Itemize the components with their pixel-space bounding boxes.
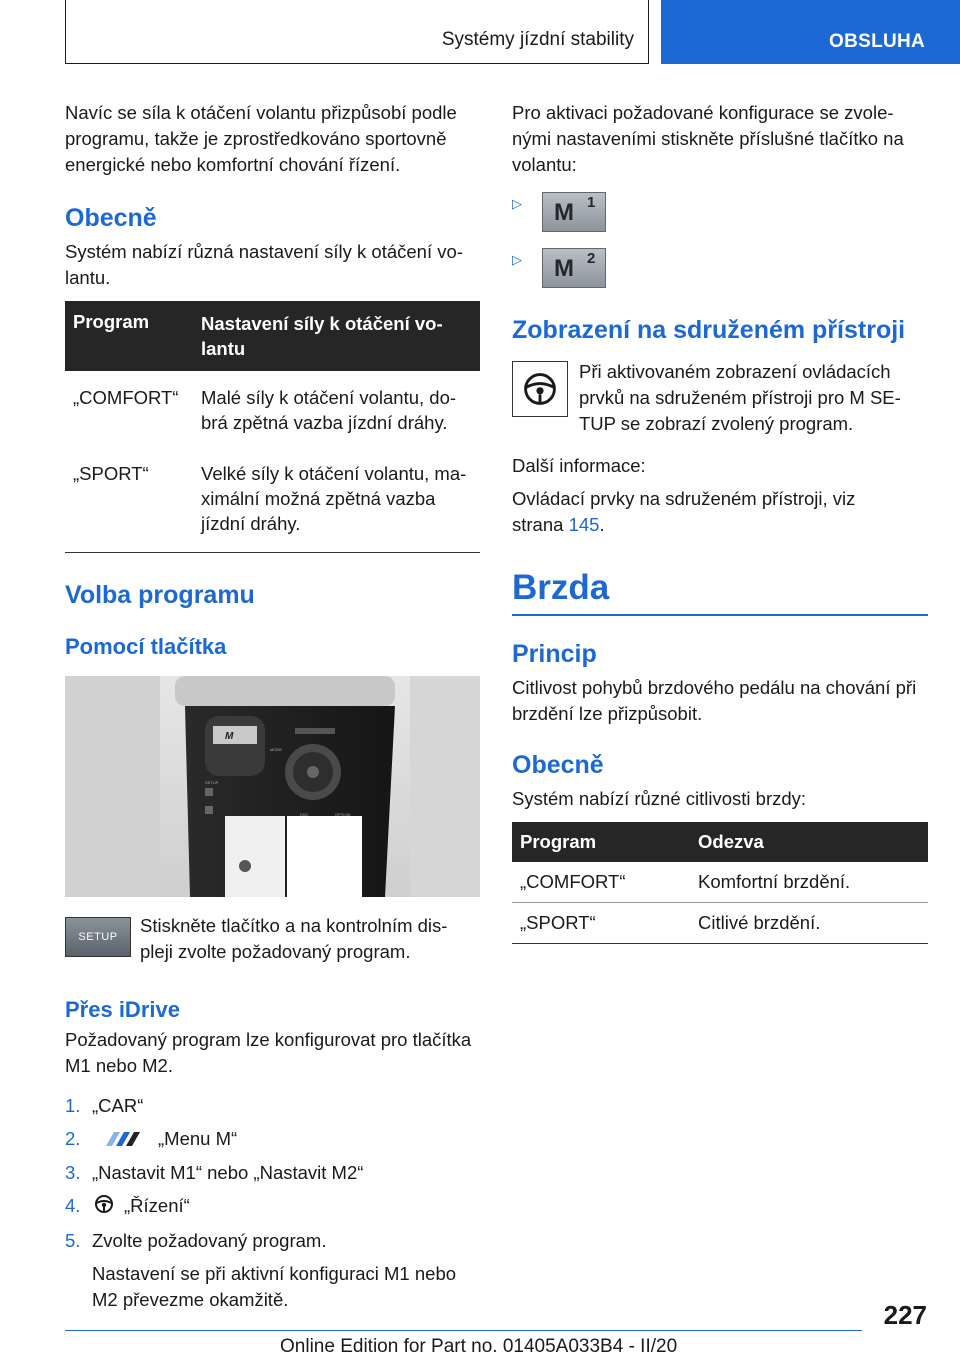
triangle-bullet-icon: ▷ bbox=[512, 196, 522, 211]
activation-text: Pro aktivaci požadované konfigurace se zvole-nými nastaveními stiskněte příslušné tlačítko na volantu: bbox=[512, 102, 904, 175]
m-letter: M bbox=[554, 255, 574, 282]
list-item bbox=[65, 1126, 480, 1153]
intro-paragraph: Navíc se síla k otáčení volantu přizpůsobí podle programu, takže je zprostředkováno sportovně energické nebo komfortní chování řízení. bbox=[65, 102, 457, 175]
m-number: 2 bbox=[587, 250, 596, 267]
steering-wheel-icon bbox=[94, 1194, 114, 1221]
via-button-heading: Pomocí tlačítka bbox=[65, 634, 227, 659]
steering-wheel-box-icon bbox=[512, 361, 568, 417]
photo-option-label: OPTION bbox=[335, 812, 351, 817]
brake-sensitivity-table bbox=[512, 822, 928, 944]
cluster-heading: Zobrazení na sdruženém přístroji bbox=[512, 316, 906, 344]
principle-text: Citlivost pohybů brzdového pedálu na chování při brzdění lze přizpůsobit. bbox=[512, 677, 917, 724]
list-item bbox=[65, 1228, 480, 1313]
m-letter: M bbox=[554, 199, 574, 226]
footer-edition: Online Edition for Part no. 01405A033B4 - II/20 bbox=[280, 1336, 678, 1357]
setup-instruction bbox=[65, 917, 480, 965]
step-text: „Nastavit M1“ nebo „Nastavit M2“ bbox=[92, 1162, 364, 1184]
general-heading-left: Obecně bbox=[65, 204, 157, 232]
m-number: 1 bbox=[587, 194, 596, 211]
table-header-cell: Odezva bbox=[690, 822, 928, 862]
via-idrive-heading: Přes iDrive bbox=[65, 997, 180, 1022]
select-program-heading: Volba programu bbox=[65, 581, 255, 609]
table-header-cell: Program bbox=[512, 822, 690, 862]
m1-row bbox=[512, 192, 928, 232]
footer-divider bbox=[65, 1330, 862, 1331]
header-chapter-tab bbox=[661, 0, 960, 64]
general-text-right: Systém nabízí různé citlivosti brzdy: bbox=[512, 788, 807, 809]
step-text: „Menu M“ bbox=[158, 1128, 238, 1149]
reference-prefix: Ovládací prvky na sdruženém přístroji, viz strana bbox=[512, 488, 856, 535]
brake-divider bbox=[512, 614, 928, 616]
photo-setup-label: SETUP bbox=[205, 780, 219, 785]
table-row bbox=[65, 371, 480, 447]
photo-m-logo: M bbox=[225, 731, 234, 742]
step-note: Nastavení se při aktivní konfiguraci M1 nebo M2 převezme okamžitě. bbox=[92, 1262, 457, 1310]
principle-heading: Princip bbox=[512, 640, 597, 668]
step-number: 5. bbox=[65, 1229, 81, 1251]
table-cell: Citlivé brzdění. bbox=[690, 903, 928, 944]
step-text: „Řízení“ bbox=[124, 1195, 190, 1217]
m1-button-icon bbox=[542, 192, 606, 232]
header-section-title: Systémy jízdní stability bbox=[441, 29, 634, 50]
page-reference-link[interactable]: 145 bbox=[568, 514, 600, 535]
page-number: 227 bbox=[883, 1300, 927, 1330]
reference-suffix: . bbox=[599, 514, 605, 535]
more-info-label: Další informace: bbox=[512, 455, 646, 476]
photo-dsc-label: DSC bbox=[300, 812, 309, 817]
table-row bbox=[512, 903, 928, 944]
m-stripes-icon bbox=[100, 1127, 146, 1153]
table-cell: „COMFORT“ bbox=[512, 862, 690, 903]
table-cell: „SPORT“ bbox=[65, 447, 193, 553]
table-cell: Malé síly k otáčení volantu, do-brá zpětná vazba jízdní dráhy. bbox=[201, 387, 457, 433]
table-header-row bbox=[512, 822, 928, 862]
m2-button-icon bbox=[542, 248, 606, 288]
idrive-text: Požadovaný program lze konfigurovat pro tlačítka M1 nebo M2. bbox=[65, 1029, 472, 1076]
steps-list bbox=[65, 1093, 480, 1313]
setup-text: Stiskněte tlačítko a na kontrolním dis-pleji zvolte požadovaný program. bbox=[140, 915, 448, 962]
step-text: Zvolte požadovaný program. bbox=[92, 1229, 327, 1251]
general-text-left: Systém nabízí různá nastavení síly k otáčení vo-lantu. bbox=[65, 241, 463, 288]
triangle-bullet-icon: ▷ bbox=[512, 252, 522, 267]
m2-row bbox=[512, 248, 928, 288]
left-column bbox=[65, 100, 480, 1320]
table-cell: Velké síly k otáčení volantu, ma-ximální možná zpětná vazba jízdní dráhy. bbox=[193, 447, 480, 553]
table-header-cell: Program bbox=[65, 301, 193, 371]
general-heading-right: Obecně bbox=[512, 751, 604, 779]
center-console-photo bbox=[65, 676, 480, 897]
reference-text bbox=[512, 486, 892, 538]
table-row bbox=[65, 447, 480, 553]
table-header-row bbox=[65, 301, 480, 371]
right-column bbox=[512, 100, 928, 944]
table-cell: „COMFORT“ bbox=[73, 387, 179, 408]
header-section-box bbox=[65, 0, 649, 64]
list-item bbox=[65, 1160, 480, 1186]
setup-icon-label: SETUP bbox=[78, 931, 118, 943]
list-item bbox=[65, 1093, 480, 1119]
header-chapter-title: OBSLUHA bbox=[829, 31, 926, 52]
step-text: „CAR“ bbox=[92, 1095, 144, 1116]
table-row bbox=[512, 862, 928, 903]
photo-mode-label: MODE bbox=[270, 747, 282, 752]
step-number: 4. bbox=[65, 1195, 81, 1217]
brake-heading: Brzda bbox=[512, 568, 610, 607]
cluster-block bbox=[512, 359, 928, 437]
setup-button-icon bbox=[65, 917, 131, 957]
table-header-cell: Nastavení síly k otáčení vo-lantu bbox=[193, 301, 480, 371]
step-number: 2. bbox=[65, 1128, 81, 1149]
steering-force-table bbox=[65, 301, 480, 553]
step-number: 3. bbox=[65, 1162, 81, 1184]
table-cell: Komfortní brzdění. bbox=[690, 862, 928, 903]
list-item bbox=[65, 1193, 480, 1221]
step-number: 1. bbox=[65, 1095, 81, 1116]
cluster-text: Při aktivovaném zobrazení ovládacích prvků na sdruženém přístroji pro M SE-TUP se zobrazí zvolený program. bbox=[579, 361, 901, 434]
table-cell: „SPORT“ bbox=[512, 903, 690, 944]
